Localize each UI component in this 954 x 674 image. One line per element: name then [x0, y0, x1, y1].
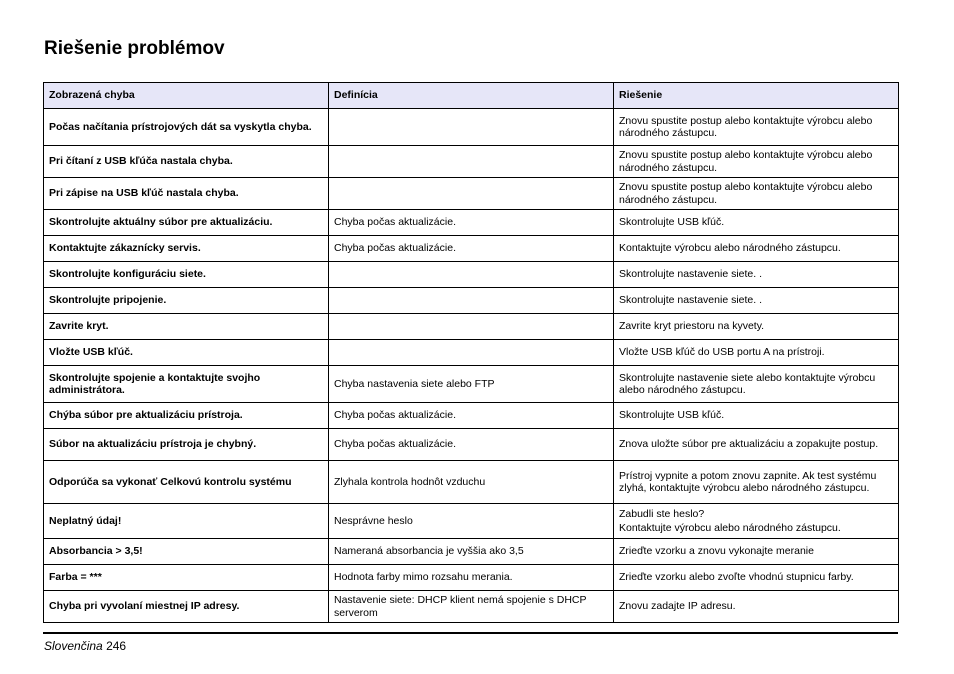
- solution-cell: [614, 366, 899, 403]
- error-cell: Vložte USB kľúč.: [44, 340, 329, 366]
- error-cell: Počas načítania prístrojových dát sa vyskytla chyba.: [44, 109, 329, 146]
- page-title: Riešenie problémov: [44, 38, 225, 59]
- table-row: [44, 403, 899, 429]
- definition-cell: Nesprávne heslo: [329, 504, 614, 539]
- definition-cell: [329, 178, 614, 210]
- error-cell: Pri zápise na USB kľúč nastala chyba.: [44, 178, 329, 210]
- definition-cell: Hodnota farby mimo rozsahu merania.: [329, 565, 614, 591]
- error-cell: Skontrolujte pripojenie.: [44, 288, 329, 314]
- table-row: [44, 288, 899, 314]
- table-row: [44, 504, 899, 539]
- solution-line: Skontrolujte nastavenie siete alebo kontaktujte výrobcu alebo národného zástupcu.: [619, 371, 876, 396]
- error-table: [43, 82, 899, 623]
- table-row: [44, 429, 899, 461]
- error-cell: Skontrolujte konfiguráciu siete.: [44, 262, 329, 288]
- solution-line: Vložte USB kľúč do USB portu A na prístroji.: [619, 346, 825, 359]
- footer-divider: [43, 632, 898, 634]
- error-cell: Absorbancia > 3,5!: [44, 539, 329, 565]
- header-error: Zobrazená chyba: [44, 83, 329, 109]
- solution-line: Znovu spustite postup alebo kontaktujte výrobcu alebo národného zástupcu.: [619, 114, 873, 139]
- solution-line: Zrieďte vzorku alebo zvoľte vhodnú stupnicu farby.: [619, 571, 854, 584]
- table-row: [44, 461, 899, 504]
- table-row: [44, 109, 899, 146]
- solution-cell: [614, 504, 899, 539]
- table-header-row: [44, 83, 899, 109]
- error-cell: Pri čítaní z USB kľúča nastala chyba.: [44, 146, 329, 178]
- solution-line: Skontrolujte USB kľúč.: [619, 216, 725, 229]
- error-cell: Zavrite kryt.: [44, 314, 329, 340]
- table-row: [44, 539, 899, 565]
- definition-cell: Chyba počas aktualizácie.: [329, 236, 614, 262]
- definition-cell: [329, 314, 614, 340]
- definition-cell: Chyba počas aktualizácie.: [329, 403, 614, 429]
- error-cell: Skontrolujte aktuálny súbor pre aktualizáciu.: [44, 210, 329, 236]
- definition-cell: [329, 109, 614, 146]
- error-cell: Chýba súbor pre aktualizáciu prístroja.: [44, 403, 329, 429]
- solution-line: Skontrolujte nastavenie siete. .: [619, 294, 763, 307]
- solution-cell: [614, 236, 899, 262]
- solution-line: Kontaktujte výrobcu alebo národného zástupcu.: [619, 522, 841, 534]
- solution-cell: [614, 591, 899, 623]
- solution-cell: [614, 288, 899, 314]
- error-cell: Odporúča sa vykonať Celkovú kontrolu systému: [44, 461, 329, 504]
- solution-cell: [614, 429, 899, 461]
- solution-line: Znovu spustite postup alebo kontaktujte výrobcu alebo národného zástupcu.: [619, 181, 873, 206]
- error-cell: Súbor na aktualizáciu prístroja je chybný.: [44, 429, 329, 461]
- solution-cell: [614, 314, 899, 340]
- error-cell: Neplatný údaj!: [44, 504, 329, 539]
- table-row: [44, 314, 899, 340]
- definition-cell: Chyba počas aktualizácie.: [329, 429, 614, 461]
- definition-cell: [329, 262, 614, 288]
- definition-cell: Chyba počas aktualizácie.: [329, 210, 614, 236]
- table-row: [44, 565, 899, 591]
- solution-cell: [614, 146, 899, 178]
- table-body: [44, 109, 899, 623]
- definition-cell: Chyba nastavenia siete alebo FTP: [329, 366, 614, 403]
- definition-cell: [329, 340, 614, 366]
- table-row: [44, 262, 899, 288]
- solution-cell: [614, 565, 899, 591]
- footer-language: Slovenčina: [44, 639, 103, 653]
- header-definition: Definícia: [329, 83, 614, 109]
- definition-cell: Nastavenie siete: DHCP klient nemá spojenie s DHCP serverom: [329, 591, 614, 623]
- definition-cell: Nameraná absorbancia je vyššia ako 3,5: [329, 539, 614, 565]
- error-cell: Skontrolujte spojenie a kontaktujte svojho administrátora.: [44, 366, 329, 403]
- page-footer: [44, 639, 126, 653]
- solution-line: Znova uložte súbor pre aktualizáciu a zopakujte postup.: [619, 438, 879, 451]
- solution-line: Kontaktujte výrobcu alebo národného zástupcu.: [619, 242, 841, 255]
- solution-cell: [614, 340, 899, 366]
- solution-line: Skontrolujte USB kľúč.: [619, 409, 725, 422]
- solution-cell: [614, 210, 899, 236]
- header-solution: Riešenie: [614, 83, 899, 109]
- footer-page-number: 246: [106, 639, 127, 653]
- solution-line: Znovu zadajte IP adresu.: [619, 600, 736, 613]
- table-row: [44, 146, 899, 178]
- error-cell: Kontaktujte zákaznícky servis.: [44, 236, 329, 262]
- solution-line: Znovu spustite postup alebo kontaktujte výrobcu alebo národného zástupcu.: [619, 149, 873, 174]
- solution-line: Skontrolujte nastavenie siete. .: [619, 268, 763, 281]
- solution-line: Zavrite kryt priestoru na kyvety.: [619, 320, 765, 333]
- table-row: [44, 236, 899, 262]
- solution-cell: [614, 461, 899, 504]
- solution-cell: [614, 178, 899, 210]
- definition-cell: Zlyhala kontrola hodnôt vzduchu: [329, 461, 614, 504]
- table-row: [44, 591, 899, 623]
- table-row: [44, 178, 899, 210]
- definition-cell: [329, 146, 614, 178]
- table-row: [44, 210, 899, 236]
- table-row: [44, 366, 899, 403]
- solution-line: Prístroj vypnite a potom znovu zapnite. Ak test systému zlyhá, kontaktujte výrobcu alebo národného zástupcu.: [619, 469, 877, 494]
- solution-cell: [614, 403, 899, 429]
- error-cell: Farba = ***: [44, 565, 329, 591]
- solution-line: Zrieďte vzorku a znovu vykonajte meranie: [619, 545, 814, 558]
- solution-cell: [614, 262, 899, 288]
- table-row: [44, 340, 899, 366]
- definition-cell: [329, 288, 614, 314]
- error-cell: Chyba pri vyvolaní miestnej IP adresy.: [44, 591, 329, 623]
- solution-cell: [614, 539, 899, 565]
- solution-cell: [614, 109, 899, 146]
- solution-line: Zabudli ste heslo?: [619, 507, 705, 520]
